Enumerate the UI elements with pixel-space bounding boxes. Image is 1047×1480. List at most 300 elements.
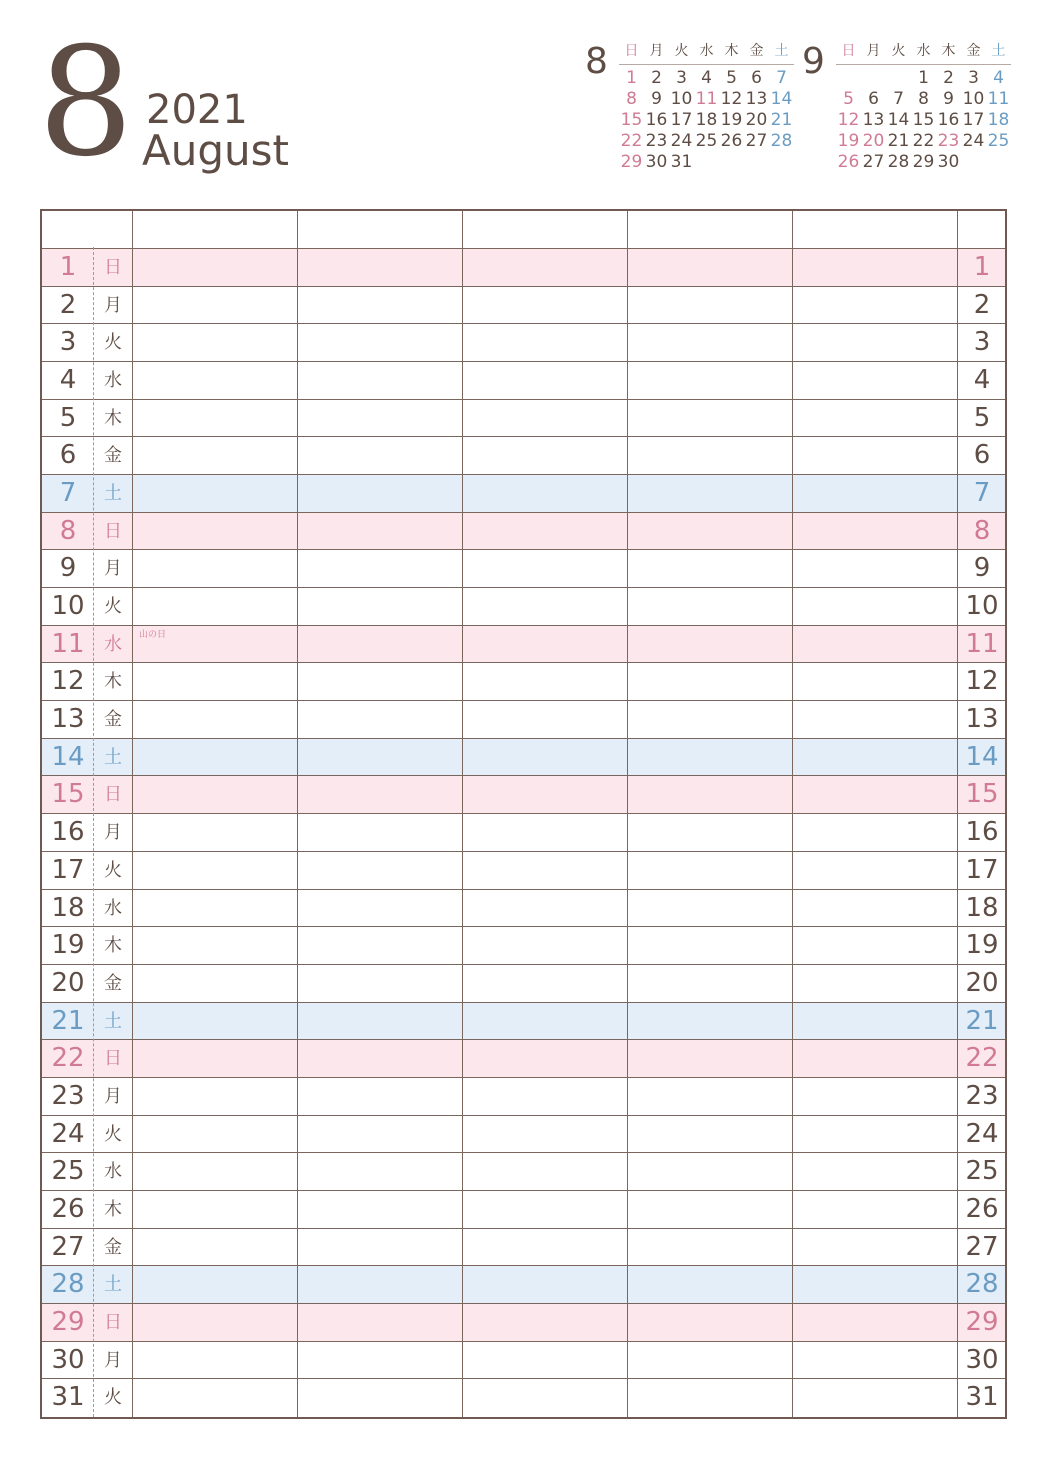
- planner-entry-cell[interactable]: [792, 1229, 957, 1266]
- planner-entry-cell[interactable]: [792, 1153, 957, 1190]
- planner-entry-cell[interactable]: [297, 739, 462, 776]
- planner-entry-cell[interactable]: [132, 588, 297, 625]
- day-number-right: 25: [965, 1156, 999, 1187]
- day-number-right: 7: [973, 478, 991, 509]
- planner-entry-cell[interactable]: [627, 475, 792, 512]
- mini-calendar-day: 20: [862, 131, 885, 151]
- day-number: 28: [51, 1269, 85, 1300]
- mini-calendar-grid: [836, 40, 1011, 173]
- planner-entry-cell[interactable]: [792, 287, 957, 324]
- planner-entry-cell[interactable]: [462, 890, 627, 927]
- weekday-label: 水: [104, 897, 122, 919]
- planner-entry-cell[interactable]: [627, 1229, 792, 1266]
- planner-entry-cell[interactable]: [297, 400, 462, 437]
- planner-entry-cell[interactable]: [792, 400, 957, 437]
- weekday-label: 金: [104, 445, 122, 467]
- mini-calendar-day: [719, 152, 744, 173]
- mini-calendar-day: 14: [887, 110, 910, 130]
- planner-entry-cell[interactable]: [132, 1342, 297, 1379]
- day-number-right: 27: [965, 1231, 999, 1262]
- planner-entry-cell[interactable]: [132, 1003, 297, 1040]
- planner-entry-cell[interactable]: [462, 965, 627, 1002]
- day-number: 27: [51, 1231, 85, 1262]
- planner-entry-cell[interactable]: [462, 814, 627, 851]
- planner-entry-cell[interactable]: [297, 588, 462, 625]
- planner-entry-cell[interactable]: [297, 965, 462, 1002]
- planner-entry-cell[interactable]: [462, 1229, 627, 1266]
- mini-calendar-day: 1: [626, 68, 637, 88]
- mini-calendar-day: 2: [943, 68, 954, 88]
- planner-entry-cell[interactable]: [462, 588, 627, 625]
- mini-calendar-week: [836, 110, 1011, 131]
- day-number: 13: [51, 704, 85, 735]
- planner-entry-cell[interactable]: [297, 1153, 462, 1190]
- mini-calendar-day: 17: [670, 110, 693, 130]
- planner-entry-cell[interactable]: [792, 965, 957, 1002]
- planner-entry-cell[interactable]: [462, 1304, 627, 1341]
- holiday-note: 山の日: [139, 629, 167, 640]
- planner-entry-cell[interactable]: [132, 400, 297, 437]
- day-number: 20: [51, 967, 85, 998]
- mini-calendar-weekday: 月: [866, 43, 881, 59]
- weekday-label: 土: [104, 1274, 122, 1296]
- planner-entry-cell[interactable]: [627, 588, 792, 625]
- day-number: 23: [51, 1080, 85, 1111]
- mini-calendar-day: 15: [912, 110, 935, 130]
- day-number-right: 21: [965, 1005, 999, 1036]
- mini-calendar-day: 22: [912, 131, 935, 151]
- mini-calendar-day: 13: [862, 110, 885, 130]
- mini-calendar-week: [836, 89, 1011, 110]
- planner-entry-cell[interactable]: [792, 890, 957, 927]
- mini-calendar-day: 18: [987, 110, 1010, 130]
- day-number-right: 31: [965, 1382, 999, 1413]
- planner-entry-cell[interactable]: [297, 1229, 462, 1266]
- planner-entry-cell[interactable]: [462, 287, 627, 324]
- planner-day-row: [42, 701, 1005, 739]
- planner-entry-cell[interactable]: [297, 927, 462, 964]
- day-number-right: 2: [973, 289, 991, 320]
- planner-entry-cell[interactable]: [462, 1116, 627, 1153]
- planner-entry-cell[interactable]: [297, 1003, 462, 1040]
- planner-entry-cell[interactable]: [297, 890, 462, 927]
- mini-calendar-weekday-row: [836, 40, 1011, 65]
- planner-entry-cell[interactable]: [297, 1116, 462, 1153]
- planner-entry-cell[interactable]: [462, 739, 627, 776]
- planner-entry-cell[interactable]: [792, 1116, 957, 1153]
- planner-day-row: [42, 400, 1005, 438]
- planner-entry-cell[interactable]: [297, 1304, 462, 1341]
- planner-entry-cell[interactable]: [462, 1266, 627, 1303]
- planner-entry-cell[interactable]: [792, 776, 957, 813]
- mini-calendar-day: 4: [993, 68, 1004, 88]
- mini-calendar-day: 30: [645, 152, 668, 172]
- day-number-right: 12: [965, 666, 999, 697]
- planner-entry-cell[interactable]: [627, 513, 792, 550]
- planner-entry-cell[interactable]: [297, 701, 462, 738]
- planner-entry-cell[interactable]: [462, 550, 627, 587]
- mini-calendar-weekday: 木: [724, 43, 739, 59]
- planner-entry-cell[interactable]: [462, 1379, 627, 1417]
- day-number: 31: [51, 1382, 85, 1413]
- day-number: 2: [59, 289, 77, 320]
- planner-entry-cell[interactable]: [132, 663, 297, 700]
- planner-entry-cell[interactable]: [792, 249, 957, 286]
- day-number-right: 18: [965, 892, 999, 923]
- weekday-label: 月: [104, 294, 122, 316]
- mini-calendar-day: 25: [987, 131, 1010, 151]
- planner-entry-cell[interactable]: [627, 1191, 792, 1228]
- mini-calendar-week: [836, 131, 1011, 152]
- planner-entry-cell[interactable]: [792, 701, 957, 738]
- column-divider: [627, 211, 628, 1417]
- mini-calendar-week: [619, 131, 794, 152]
- planner-entry-cell[interactable]: [132, 1078, 297, 1115]
- mini-calendar-week: [836, 152, 1011, 173]
- planner-entry-cell[interactable]: [297, 249, 462, 286]
- planner-entry-cell[interactable]: [462, 513, 627, 550]
- day-number-right: 6: [973, 440, 991, 471]
- planner-entry-cell[interactable]: [792, 1191, 957, 1228]
- planner-entry-cell[interactable]: [297, 626, 462, 663]
- planner-entry-cell[interactable]: [627, 890, 792, 927]
- planner-entry-cell[interactable]: [132, 324, 297, 361]
- day-number-right: 22: [965, 1043, 999, 1074]
- planner-entry-cell[interactable]: [462, 324, 627, 361]
- day-number-right: 13: [965, 704, 999, 735]
- planner-day-row: [42, 739, 1005, 777]
- planner-entry-cell[interactable]: [297, 1040, 462, 1077]
- planner-entry-cell[interactable]: [132, 362, 297, 399]
- planner-entry-cell[interactable]: [627, 852, 792, 889]
- weekday-label: 金: [104, 1236, 122, 1258]
- planner-entry-cell[interactable]: [132, 475, 297, 512]
- mini-calendar-day: 24: [962, 131, 985, 151]
- weekday-label: 木: [104, 407, 122, 429]
- planner-entry-cell[interactable]: [792, 739, 957, 776]
- day-number: 15: [51, 779, 85, 810]
- day-number-right: 10: [965, 591, 999, 622]
- planner-entry-cell[interactable]: [297, 362, 462, 399]
- planner-entry-cell[interactable]: [132, 1229, 297, 1266]
- column-divider: [132, 211, 133, 1417]
- weekday-label: 木: [104, 1198, 122, 1220]
- mini-calendar-day: 22: [620, 131, 643, 151]
- planner-entry-cell[interactable]: [792, 324, 957, 361]
- planner-entry-cell[interactable]: [627, 362, 792, 399]
- planner-entry-cell[interactable]: [627, 927, 792, 964]
- planner-entry-cell[interactable]: [792, 927, 957, 964]
- mini-calendar-day: [886, 68, 911, 89]
- weekday-label: 月: [104, 1085, 122, 1107]
- planner-entry-cell[interactable]: [792, 852, 957, 889]
- planner-entry-cell[interactable]: [297, 1342, 462, 1379]
- mini-calendar-day: 1: [918, 68, 929, 88]
- planner-entry-cell[interactable]: [627, 965, 792, 1002]
- planner-entry-cell[interactable]: [462, 927, 627, 964]
- planner-entry-cell[interactable]: [792, 1304, 957, 1341]
- planner-day-row: [42, 626, 1005, 664]
- mini-calendar-day: 26: [837, 152, 860, 172]
- planner-entry-cell[interactable]: [132, 965, 297, 1002]
- mini-calendar-week: [619, 152, 794, 173]
- planner-entry-cell[interactable]: [462, 626, 627, 663]
- planner-entry-cell[interactable]: [627, 437, 792, 474]
- planner-entry-cell[interactable]: [627, 1304, 792, 1341]
- weekday-label: 木: [104, 671, 122, 693]
- planner-entry-cell[interactable]: [297, 475, 462, 512]
- planner-entry-cell[interactable]: [297, 1078, 462, 1115]
- weekday-label: 木: [104, 935, 122, 957]
- planner-entry-cell[interactable]: [297, 287, 462, 324]
- planner-entry-cell[interactable]: [462, 437, 627, 474]
- planner-entry-cell[interactable]: [792, 814, 957, 851]
- mini-calendar-day: 5: [726, 68, 737, 88]
- planner-day-row: [42, 852, 1005, 890]
- planner-entry-cell[interactable]: [627, 249, 792, 286]
- day-number-right: 4: [973, 365, 991, 396]
- mini-calendar-day: 3: [676, 68, 687, 88]
- mini-calendar-day: 27: [745, 131, 768, 151]
- planner-entry-cell[interactable]: [627, 324, 792, 361]
- day-number: 14: [51, 741, 85, 772]
- planner-entry-cell[interactable]: [297, 776, 462, 813]
- day-number-right: 17: [965, 854, 999, 885]
- weekday-label: 日: [104, 520, 122, 542]
- mini-calendar-weekday: 土: [774, 43, 789, 59]
- mini-calendar-day: 21: [887, 131, 910, 151]
- planner-day-row: [42, 814, 1005, 852]
- planner-entry-cell[interactable]: [792, 663, 957, 700]
- planner-entry-cell[interactable]: [462, 852, 627, 889]
- planner-entry-cell[interactable]: [627, 1266, 792, 1303]
- planner-entry-cell[interactable]: [132, 1304, 297, 1341]
- column-divider: [792, 211, 793, 1417]
- day-number: 25: [51, 1156, 85, 1187]
- planner-entry-cell[interactable]: [462, 475, 627, 512]
- planner-entry-cell[interactable]: [462, 400, 627, 437]
- planner-entry-cell[interactable]: [627, 1342, 792, 1379]
- planner-entry-cell[interactable]: [627, 626, 792, 663]
- day-number-right: 16: [965, 817, 999, 848]
- planner-column-header[interactable]: [132, 211, 297, 248]
- planner-entry-cell[interactable]: [627, 1078, 792, 1115]
- planner-entry-cell[interactable]: [792, 1379, 957, 1417]
- planner-entry-cell[interactable]: [132, 739, 297, 776]
- day-number: 3: [59, 327, 77, 358]
- mini-calendar-weekday: 土: [991, 43, 1006, 59]
- planner-day-row: [42, 1191, 1005, 1229]
- mini-calendar-day: 7: [893, 89, 904, 109]
- year-label: 2021: [146, 87, 248, 133]
- planner-entry-cell[interactable]: [132, 550, 297, 587]
- planner-day-row: [42, 550, 1005, 588]
- planner-entry-cell[interactable]: [627, 776, 792, 813]
- mini-calendar-day: 16: [937, 110, 960, 130]
- planner-entry-cell[interactable]: [132, 776, 297, 813]
- planner-entry-cell[interactable]: [627, 550, 792, 587]
- planner-entry-cell[interactable]: [792, 475, 957, 512]
- weekday-label: 火: [104, 1123, 122, 1145]
- planner-day-row: [42, 890, 1005, 928]
- planner-column-header[interactable]: [792, 211, 957, 248]
- planner-entry-cell[interactable]: [297, 437, 462, 474]
- mini-calendar-day: 8: [626, 89, 637, 109]
- mini-calendar-day: 17: [962, 110, 985, 130]
- mini-calendar-day: 3: [968, 68, 979, 88]
- planner-entry-cell[interactable]: [462, 776, 627, 813]
- planner-entry-cell[interactable]: [792, 513, 957, 550]
- mini-calendar-day: 19: [837, 131, 860, 151]
- mini-calendar-weekday: 金: [749, 43, 764, 59]
- weekday-label: 月: [104, 558, 122, 580]
- planner-entry-cell[interactable]: [132, 890, 297, 927]
- planner-entry-cell[interactable]: [132, 1116, 297, 1153]
- planner-entry-cell[interactable]: [297, 1191, 462, 1228]
- planner-entry-cell[interactable]: [792, 362, 957, 399]
- planner-entry-cell[interactable]: [132, 1191, 297, 1228]
- planner-entry-cell[interactable]: [297, 324, 462, 361]
- planner-entry-cell[interactable]: [462, 1191, 627, 1228]
- planner-column-header[interactable]: [627, 211, 792, 248]
- planner-entry-cell[interactable]: [297, 550, 462, 587]
- day-number: 18: [51, 892, 85, 923]
- planner-entry-cell[interactable]: [132, 701, 297, 738]
- planner-entry-cell[interactable]: [462, 1342, 627, 1379]
- planner-entry-cell[interactable]: [132, 927, 297, 964]
- planner-entry-cell[interactable]: [792, 1003, 957, 1040]
- mini-calendar-day: [769, 152, 794, 173]
- planner-column-header[interactable]: [462, 211, 627, 248]
- mini-calendar-day: [961, 152, 986, 173]
- mini-calendar-day: 28: [770, 131, 793, 151]
- mini-calendar-weekday: 日: [841, 43, 856, 59]
- day-number: 29: [51, 1306, 85, 1337]
- mini-calendar-day: 29: [912, 152, 935, 172]
- planner-entry-cell[interactable]: [132, 437, 297, 474]
- planner-entry-cell[interactable]: [132, 287, 297, 324]
- mini-calendar-day: 27: [862, 152, 885, 172]
- planner-entry-cell[interactable]: [297, 852, 462, 889]
- planner-entry-cell[interactable]: [627, 701, 792, 738]
- planner-day-row: [42, 1116, 1005, 1154]
- planner-entry-cell[interactable]: [132, 852, 297, 889]
- planner-entry-cell[interactable]: [132, 513, 297, 550]
- mini-calendar-day: [986, 152, 1011, 173]
- planner-entry-cell[interactable]: [792, 588, 957, 625]
- mini-calendar-week: [836, 68, 1011, 89]
- mini-calendar-day: 6: [751, 68, 762, 88]
- planner-entry-cell[interactable]: [297, 663, 462, 700]
- planner-table: [40, 209, 1007, 1419]
- planner-entry-cell[interactable]: [792, 437, 957, 474]
- mini-calendar-day: 30: [937, 152, 960, 172]
- planner-entry-cell[interactable]: [462, 1003, 627, 1040]
- mini-calendar-day: 31: [670, 152, 693, 172]
- day-number-right: 28: [965, 1269, 999, 1300]
- mini-calendar-week: [619, 89, 794, 110]
- planner-entry-cell[interactable]: [792, 1266, 957, 1303]
- planner-entry-cell[interactable]: [627, 400, 792, 437]
- planner-entry-cell[interactable]: [132, 1379, 297, 1417]
- mini-calendar-day: 19: [720, 110, 743, 130]
- planner-entry-cell[interactable]: [627, 663, 792, 700]
- planner-day-row: [42, 437, 1005, 475]
- mini-calendar-day: 16: [645, 110, 668, 130]
- planner-entry-cell[interactable]: [462, 249, 627, 286]
- planner-day-row: [42, 776, 1005, 814]
- planner-entry-cell[interactable]: [462, 362, 627, 399]
- day-number: 17: [51, 854, 85, 885]
- planner-day-row: [42, 927, 1005, 965]
- planner-day-row: [42, 663, 1005, 701]
- planner-entry-cell[interactable]: [462, 1153, 627, 1190]
- mini-calendar-day: 25: [695, 131, 718, 151]
- weekday-label: 火: [104, 1387, 122, 1409]
- planner-entry-cell[interactable]: [792, 626, 957, 663]
- mini-calendar-day: 29: [620, 152, 643, 172]
- mini-calendar-day: 20: [745, 110, 768, 130]
- planner-entry-cell[interactable]: [132, 1153, 297, 1190]
- planner-entry-cell[interactable]: [462, 1078, 627, 1115]
- day-number: 12: [51, 666, 85, 697]
- planner-entry-cell[interactable]: [132, 814, 297, 851]
- planner-entry-cell[interactable]: [297, 814, 462, 851]
- planner-entry-cell[interactable]: [627, 1040, 792, 1077]
- planner-day-row: [42, 1078, 1005, 1116]
- planner-entry-cell[interactable]: [132, 1266, 297, 1303]
- planner-entry-cell[interactable]: [132, 1040, 297, 1077]
- weekday-label: 火: [104, 596, 122, 618]
- planner-entry-cell[interactable]: [627, 1116, 792, 1153]
- planner-entry-cell[interactable]: [792, 1342, 957, 1379]
- planner-column-header[interactable]: [297, 211, 462, 248]
- weekday-label: 水: [104, 370, 122, 392]
- planner-entry-cell[interactable]: [627, 1153, 792, 1190]
- planner-entry-cell[interactable]: [462, 663, 627, 700]
- day-number: 4: [59, 365, 77, 396]
- planner-day-row: [42, 1304, 1005, 1342]
- planner-entry-cell[interactable]: [627, 287, 792, 324]
- planner-entry-cell[interactable]: [792, 550, 957, 587]
- planner-entry-cell[interactable]: [462, 1040, 627, 1077]
- planner-entry-cell[interactable]: [627, 739, 792, 776]
- mini-calendar-day: 26: [720, 131, 743, 151]
- planner-entry-cell[interactable]: [462, 701, 627, 738]
- planner-entry-cell[interactable]: [297, 513, 462, 550]
- mini-calendar-day: 13: [745, 89, 768, 109]
- day-number: 19: [51, 930, 85, 961]
- planner-day-row: [42, 1342, 1005, 1380]
- planner-entry-cell[interactable]: [627, 814, 792, 851]
- mini-calendar-day: [836, 68, 861, 89]
- planner-entry-cell[interactable]: [627, 1379, 792, 1417]
- planner-entry-cell[interactable]: [792, 1040, 957, 1077]
- day-number: 24: [51, 1118, 85, 1149]
- planner-entry-cell[interactable]: [132, 249, 297, 286]
- planner-day-row: [42, 1266, 1005, 1304]
- mini-calendar-weekday: 水: [699, 43, 714, 59]
- planner-day-row: [42, 1229, 1005, 1267]
- planner-entry-cell[interactable]: [792, 1078, 957, 1115]
- day-number-right: 5: [973, 402, 991, 433]
- mini-calendar-week: [619, 110, 794, 131]
- planner-entry-cell[interactable]: [297, 1266, 462, 1303]
- planner-entry-cell[interactable]: [627, 1003, 792, 1040]
- planner-entry-cell[interactable]: [297, 1379, 462, 1417]
- mini-calendar-day: 11: [695, 89, 718, 109]
- weekday-label: 月: [104, 1349, 122, 1371]
